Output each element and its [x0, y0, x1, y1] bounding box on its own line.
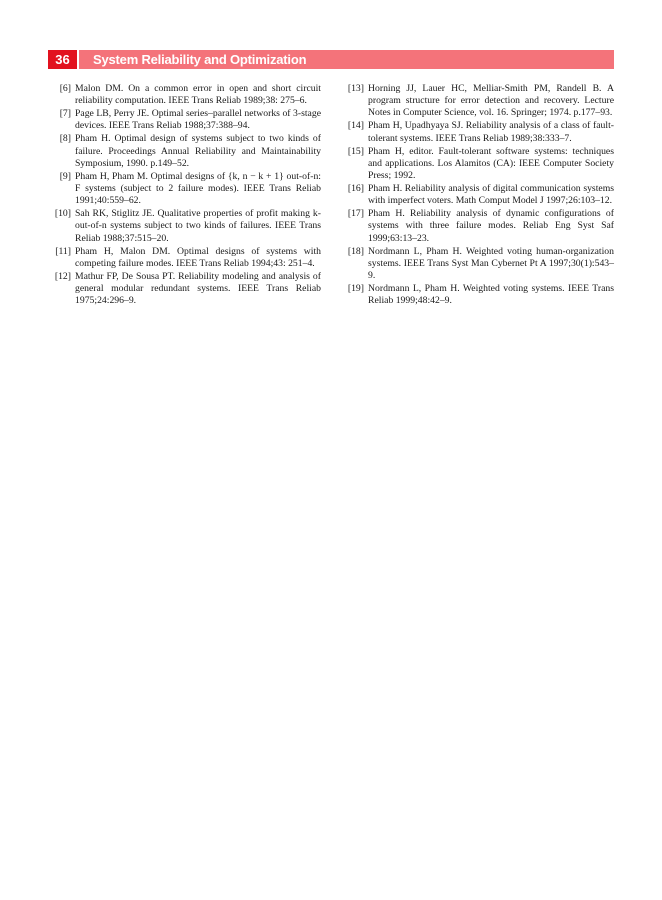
reference-text: Pham H, Upadhyaya SJ. Reliability analysis of a class of fault-tolerant systems. IEEE Trans Reliab 1989;38:333–7.: [368, 120, 614, 144]
reference-item: [341, 246, 614, 283]
reference-number: [19]: [347, 283, 364, 295]
reference-number: [13]: [347, 83, 364, 94]
references-column-left: [48, 83, 321, 308]
reference-item: [48, 108, 321, 132]
reference-number: [11]: [55, 245, 71, 257]
reference-text: Pham H, Malon DM. Optimal designs of systems with competing failure modes. IEEE Trans Reliab 1994;43: 251–4.: [75, 245, 321, 269]
reference-item: [341, 120, 614, 144]
reference-number: [12]: [54, 270, 71, 282]
reference-text: Horning JJ, Lauer HC, Melliar-Smith PM, Randell B. A program structure for error detection and recovery. Lecture Notes in Computer Science, vol. 16. Springer; 1974. p.177–93.: [368, 83, 614, 119]
reference-number: [18]: [347, 245, 364, 257]
reference-text: Pham H, editor. Fault-tolerant software systems: techniques and applications. Los Alamitos (CA): IEEE Computer Society Press; 1992.: [368, 145, 614, 182]
reference-text: Malon DM. On a common error in open and short circuit reliability computation. IEEE Trans Reliab 1989;38: 275–6.: [75, 83, 321, 107]
reference-number: [10]: [54, 208, 71, 220]
reference-text: Mathur FP, De Sousa PT. Reliability modeling and analysis of general modular redundant systems. IEEE Trans Reliab 1975;24:296–9.: [75, 270, 321, 307]
reference-number: [14]: [347, 120, 364, 132]
reference-number: [7]: [59, 108, 71, 120]
reference-number: [6]: [59, 83, 71, 94]
reference-item: [341, 183, 614, 207]
reference-number: [15]: [347, 145, 364, 157]
reference-item: [48, 171, 321, 208]
page-number: 36: [48, 50, 77, 69]
reference-text: Nordmann L, Pham H. Weighted voting systems. IEEE Trans Reliab 1999;48:42–9.: [368, 283, 614, 307]
reference-text: Sah RK, Stiglitz JE. Qualitative properties of profit making k-out-of-n systems subject to two kinds of failures. IEEE Trans Reliab 1988;37:515–20.: [75, 208, 321, 244]
reference-item: [48, 133, 321, 170]
reference-item: [341, 146, 614, 183]
running-title: System Reliability and Optimization: [93, 52, 307, 67]
reference-text: Pham H. Reliability analysis of digital communication systems with imperfect voters. Math Comput Model J 1997;26:103–12.: [368, 183, 614, 207]
reference-text: Pham H. Optimal design of systems subject to two kinds of failure. Proceedings Annual Reliability and Maintainability Symposium, 1990. p.149–52.: [75, 133, 321, 169]
reference-item: [48, 246, 321, 270]
reference-item: [341, 208, 614, 245]
reference-item: [341, 83, 614, 120]
reference-item: [48, 208, 321, 245]
reference-number: [8]: [59, 133, 71, 145]
reference-item: [48, 271, 321, 308]
reference-number: [17]: [347, 208, 364, 220]
reference-item: [48, 83, 321, 107]
reference-number: [16]: [347, 183, 364, 195]
reference-text: Nordmann L, Pham H. Weighted voting human-organization systems. IEEE Trans Syst Man Cybernet Pt A 1997;30(1):543–9.: [368, 245, 614, 282]
reference-item: [341, 283, 614, 307]
references-column-right: [341, 83, 614, 308]
reference-text: Pham H, Pham M. Optimal designs of {k, n − k + 1} out-of-n: F systems (subject to 2 failure modes). IEEE Trans Reliab 1991;40:559–62.: [75, 170, 321, 207]
reference-number: [9]: [59, 170, 71, 182]
running-title-bar: [79, 50, 614, 69]
reference-text: Page LB, Perry JE. Optimal series–parallel networks of 3-stage devices. IEEE Trans Reliab 1988;37:388–94.: [75, 108, 321, 132]
reference-text: Pham H. Reliability analysis of dynamic configurations of systems with three failure modes. Reliab Eng Syst Saf 1999;63:13–23.: [368, 208, 614, 244]
page-header: [48, 50, 614, 69]
